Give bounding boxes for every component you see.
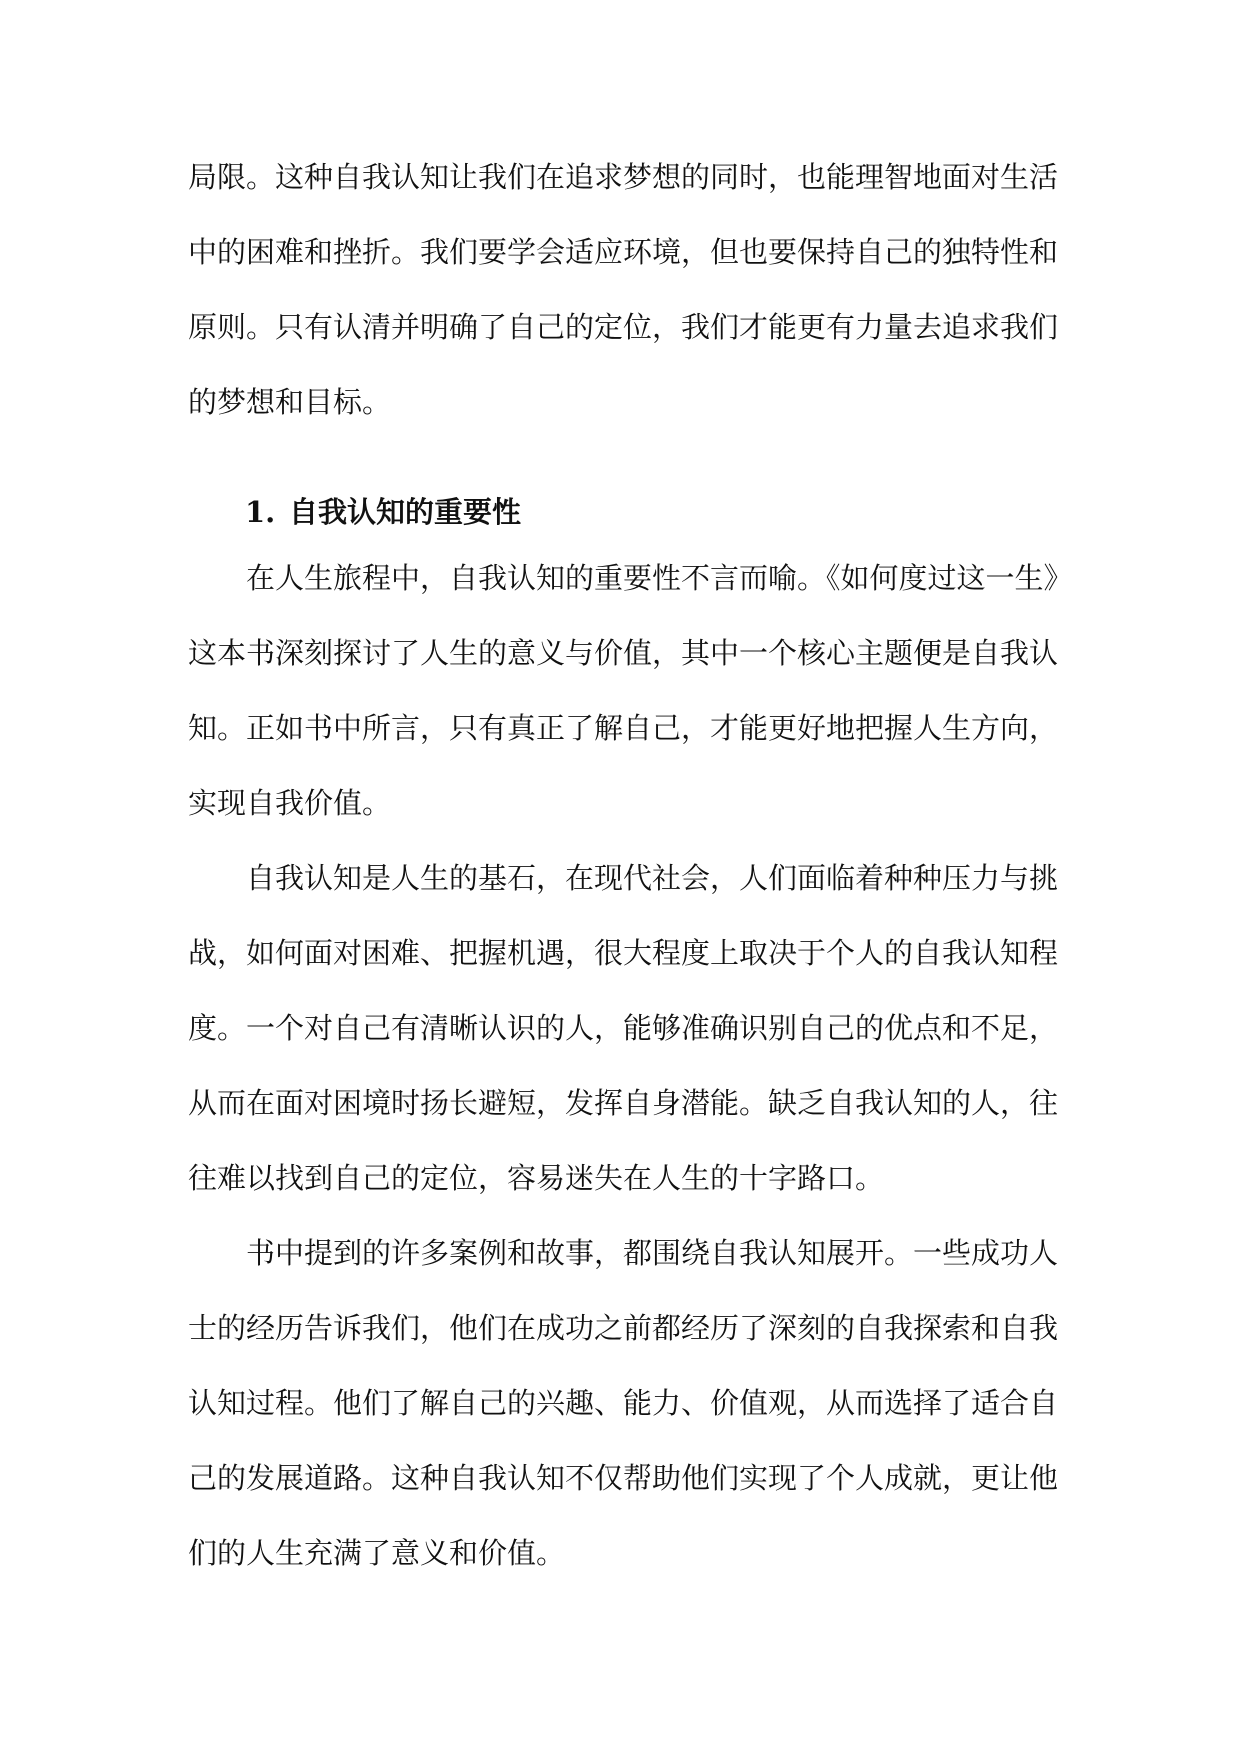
paragraph: [188, 1216, 1059, 1591]
text-line: 原则。只有认清并明确了自己的定位，我们才能更有力量去追求我们: [188, 310, 1059, 344]
text-line: 知。正如书中所言，只有真正了解自己，才能更好地把握人生方向，: [188, 711, 1059, 745]
text-line: 战，如何面对困难、把握机遇，很大程度上取决于个人的自我认知程: [188, 936, 1059, 970]
text-line: 度。一个对自己有清晰认识的人，能够准确识别自己的优点和不足，: [188, 1011, 1059, 1045]
text-line: 实现自我价值。: [188, 786, 392, 820]
text-line: 书中提到的许多案例和故事，都围绕自我认知展开。一些成功人: [246, 1236, 1059, 1270]
text-line: 的梦想和目标。: [188, 385, 392, 419]
text-line: 们的人生充满了意义和价值。: [188, 1536, 566, 1570]
body-paragraphs: [188, 541, 1073, 1591]
text-line: 局限。这种自我认知让我们在追求梦想的同时，也能理智地面对生活: [188, 160, 1059, 194]
text-line: 中的困难和挫折。我们要学会适应环境，但也要保持自己的独特性和: [188, 235, 1059, 269]
section-number: 1.: [245, 495, 276, 529]
text-line: 己的发展道路。这种自我认知不仅帮助他们实现了个人成就，更让他: [188, 1461, 1059, 1495]
section-heading: [245, 475, 521, 550]
text-line: 在人生旅程中，自我认知的重要性不言而喻。《如何度过这一生》: [246, 561, 1073, 595]
text-line: 这本书深刻探讨了人生的意义与价值，其中一个核心主题便是自我认: [188, 636, 1059, 670]
text-line: 士的经历告诉我们，他们在成功之前都经历了深刻的自我探索和自我: [188, 1311, 1059, 1345]
text-line: 往难以找到自己的定位，容易迷失在人生的十字路口。: [188, 1161, 885, 1195]
intro-paragraph: [188, 140, 1059, 440]
text-line: 自我认知是人生的基石，在现代社会，人们面临着种种压力与挑: [246, 861, 1059, 895]
text-line: 从而在面对困境时扬长避短，发挥自身潜能。缺乏自我认知的人，往: [188, 1086, 1059, 1120]
paragraph: [188, 841, 1059, 1216]
text-line: 认知过程。他们了解自己的兴趣、能力、价值观，从而选择了适合自: [188, 1386, 1059, 1420]
section-title: 自我认知的重要性: [289, 495, 522, 529]
paragraph: [188, 541, 1073, 841]
